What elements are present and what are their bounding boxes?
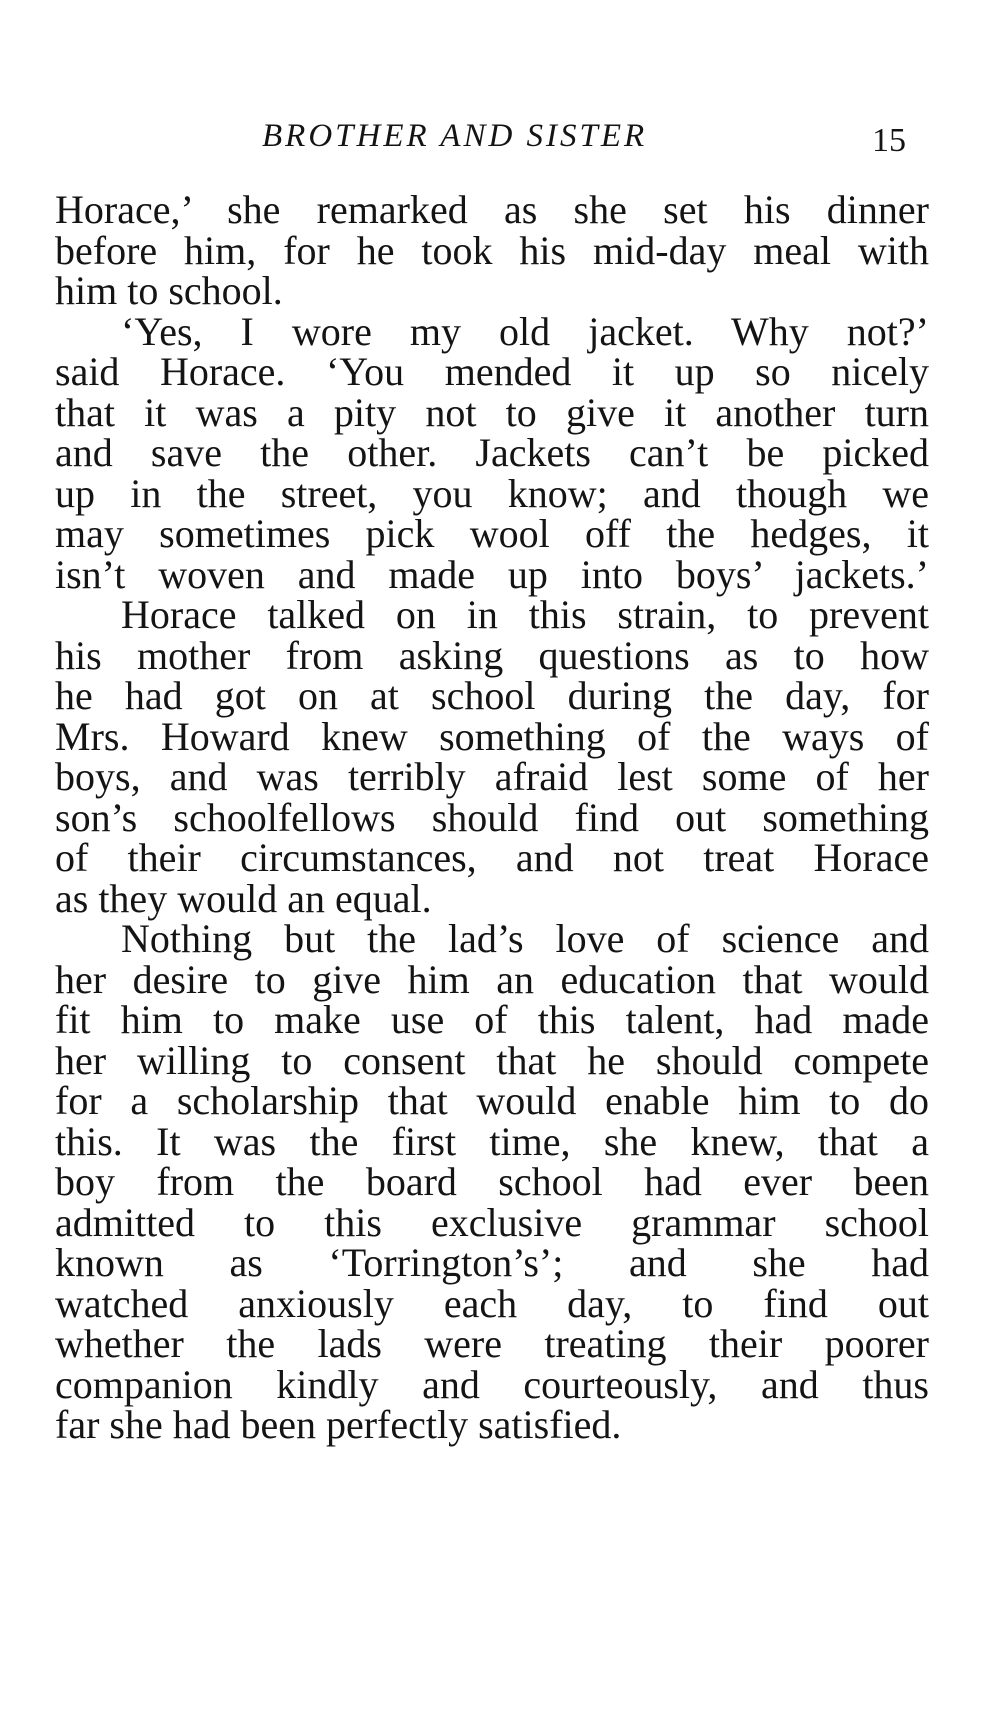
text-line: for a scholarship that would enable him to do [55, 1078, 929, 1123]
text-line: his mother from asking questions as to how [55, 633, 929, 678]
text-line: this. It was the first time, she knew, that a [55, 1119, 929, 1164]
text-line: her desire to give him an education that would [55, 957, 929, 1002]
text-line: son’s schoolfellows should find out something [55, 795, 929, 840]
page-number: 15 [872, 122, 906, 159]
text-line: boy from the board school had ever been [55, 1159, 929, 1204]
text-line: known as ‘Torrington’s’; and she had [55, 1240, 929, 1285]
text-line: Horace talked on in this strain, to prevent [121, 592, 929, 637]
text-line: said Horace. ‘You mended it up so nicely [55, 349, 929, 394]
text-line: may sometimes pick wool off the hedges, it [55, 511, 929, 556]
text-line: Nothing but the lad’s love of science and [121, 916, 929, 961]
text-line: whether the lads were treating their poorer [55, 1321, 929, 1366]
running-head [0, 118, 1000, 168]
text-line: admitted to this exclusive grammar school [55, 1200, 929, 1245]
text-line: Mrs. Howard knew something of the ways of [55, 714, 929, 759]
text-line: ‘Yes, I wore my old jacket. Why not?’ [121, 309, 929, 354]
text-line: watched anxiously each day, to find out [55, 1281, 929, 1326]
text-line: companion kindly and courteously, and thus [55, 1362, 929, 1407]
text-line: isn’t woven and made up into boys’ jackets.’ [55, 552, 929, 597]
text-line: Horace,’ she remarked as she set his dinner [55, 187, 929, 232]
text-line: him to school. [55, 268, 283, 313]
text-line: and save the other. Jackets can’t be picked [55, 430, 929, 475]
text-line: fit him to make use of this talent, had made [55, 997, 929, 1042]
text-line: far she had been perfectly satisfied. [55, 1402, 622, 1447]
text-line: before him, for he took his mid-day meal with [55, 228, 929, 273]
text-line: he had got on at school during the day, for [55, 673, 929, 718]
text-line: her willing to consent that he should compete [55, 1038, 929, 1083]
text-line: that it was a pity not to give it another turn [55, 390, 929, 435]
text-line: of their circumstances, and not treat Horace [55, 835, 929, 880]
text-line: up in the street, you know; and though we [55, 471, 929, 516]
running-title: BROTHER AND SISTER [262, 118, 648, 154]
text-line: boys, and was terribly afraid lest some of her [55, 754, 929, 799]
text-line: as they would an equal. [55, 876, 432, 921]
